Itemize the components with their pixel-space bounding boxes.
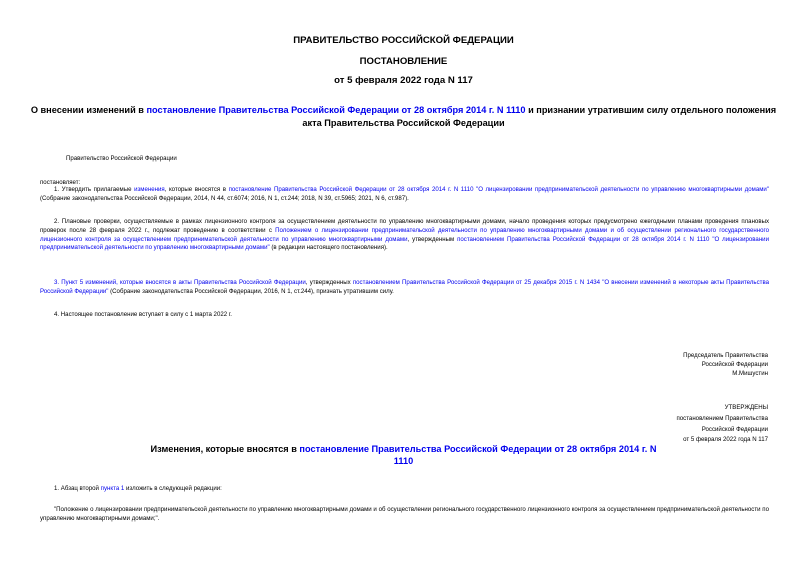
annex-title <box>150 443 657 467</box>
p1-text-c: (Собрание законодательства Российской Федерации, 2014, N 44, ст.6074; 2016, N 1, ст.244; 2018, N 39, ст.5965; 2021, N 6, ст.987). <box>40 194 409 202</box>
title-link-decree-1110[interactable]: постановление Правительства Российской Федерации от 28 октября 2014 г. N 1110 <box>146 105 526 115</box>
link-decree-1434[interactable]: постановлением Правительства Российской Федерации от 25 декабря 2015 г. N 1434 "О внесении изменений в некоторые акты Правительства Российской Федерации" <box>40 279 769 295</box>
document-title <box>30 104 777 129</box>
annex-title-link[interactable]: постановление Правительства Российской Федерации от 28 октября 2014 г. N 1110 <box>299 444 657 466</box>
p3-text-a: , утвержденных <box>305 279 353 286</box>
link-decree-1110-approved[interactable]: постановлением Правительства Российской Федерации от 28 октября 2014 г. N 1110 "О лицензировании предпринимательской деятельности по управлению многоквартирными домами" <box>40 235 769 252</box>
annex-title-prefix: Изменения, которые вносятся в <box>150 444 300 454</box>
p2-text-c: (в редакции настоящего постановления). <box>269 244 388 252</box>
issuer: Правительство Российской Федерации <box>66 155 177 162</box>
paragraph-4: 4. Настоящее постановление вступает в силу с 1 марта 2022 г. <box>54 311 232 318</box>
decrees-word: постановляет: <box>40 179 81 186</box>
link-point-5-changes[interactable]: 3. Пункт 5 изменений, которые вносятся в акты Правительства Российской Федерации <box>54 279 306 286</box>
p3-text-b: (Собрание законодательства Российской Федерации, 2016, N 1, ст.244), признать утратившим силу. <box>108 287 394 295</box>
link-decree-1110[interactable]: постановление Правительства Российской Федерации от 28 октября 2014 г. N 1110 "О лицензировании предпринимательской деятельности по управлению многоквартирными домами" <box>228 186 769 193</box>
paragraph-2 <box>40 218 769 253</box>
government-heading: ПРАВИТЕЛЬСТВО РОССИЙСКОЙ ФЕДЕРАЦИИ <box>293 35 514 46</box>
p2-text-b: , утвержденным <box>407 235 458 243</box>
link-changes[interactable]: изменения <box>134 186 165 193</box>
approved-label: УТВЕРЖДЕНЫ <box>724 404 768 411</box>
approved-country: Российской Федерации <box>701 425 768 433</box>
signature-block <box>683 352 768 378</box>
signature-name: М.Мишустин <box>732 369 768 377</box>
p1-text-b: , которые вносятся в <box>164 186 229 193</box>
link-point-1[interactable]: пункта 1 <box>100 485 125 492</box>
signature-country: Российской Федерации <box>701 360 768 368</box>
link-regulation[interactable]: Положением о лицензировании предпринимательской деятельности по управлению многоквартирными домами и об осуществлении регионального государственного лицензионного контроля за осуществлением предпринимательской деятельности по управлению многоквартирными домами <box>40 226 769 243</box>
annex-item-1 <box>54 485 222 494</box>
approved-date: от 5 февраля 2022 года N 117 <box>683 436 768 444</box>
title-suffix: и признании утратившим силу отдельного положения акта Правительства Российской Федерации <box>302 105 777 128</box>
document-type: ПОСТАНОВЛЕНИЕ <box>359 56 448 67</box>
document-date-number: от 5 февраля 2022 года N 117 <box>334 75 473 86</box>
paragraph-3 <box>40 279 769 297</box>
p2-text-a: 2. Плановые проверки, осуществляемые в рамках лицензионного контроля за осуществлением деятельности по управлению многоквартирными домами, начало проведения которых предусмотрено ежегодными планами проведения плановых проверок после 28 февраля 2022 г., подлежат проведению в соответствии с <box>40 218 769 234</box>
signature-title: Председатель Правительства <box>683 352 768 359</box>
title-prefix: О внесении изменений в <box>30 105 147 115</box>
annex-item1-text-a: 1. Абзац второй <box>54 485 101 492</box>
annex-item1-text-b: изложить в следующей редакции: <box>124 485 222 492</box>
paragraph-1 <box>40 186 769 204</box>
approval-block <box>676 403 768 446</box>
p1-text-a: 1. Утвердить прилагаемые <box>54 186 135 193</box>
annex-quote: "Положение о лицензировании предпринимательской деятельности по управлению многоквартирными домами и об осуществлении регионального государственного лицензионного контроля за осуществлением предпринимательской деятельности по управлению многоквартирными домами;". <box>40 506 769 522</box>
approved-by: постановлением Правительства <box>676 414 768 422</box>
